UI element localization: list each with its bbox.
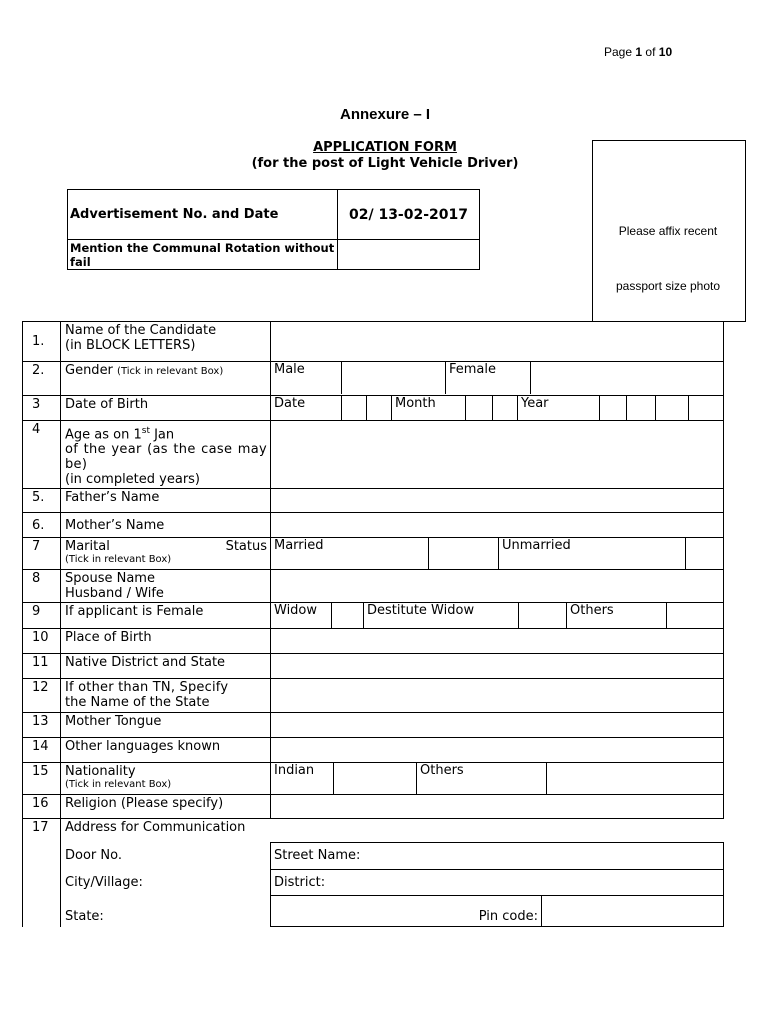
table-row — [23, 819, 724, 843]
year-digit-box[interactable] — [689, 396, 724, 420]
mother-name-field[interactable] — [271, 513, 724, 538]
form-title: APPLICATION FORM — [313, 140, 457, 155]
photo-instruction-1: Please affix recent — [618, 224, 718, 238]
dob-label: Date of Birth — [61, 396, 271, 421]
native-district-field[interactable] — [271, 654, 724, 679]
row-number: 1. — [23, 322, 61, 362]
option-married: Married — [274, 538, 324, 554]
widow-tick-box[interactable] — [332, 603, 364, 628]
advertisement-table — [67, 189, 480, 270]
superscript: st — [141, 426, 150, 436]
communal-rotation-field[interactable] — [338, 240, 480, 270]
label-line: the Name of the State — [65, 695, 210, 711]
table-row — [23, 421, 724, 489]
door-no-label: Door No. — [61, 843, 271, 870]
dob-fields — [271, 396, 724, 421]
label-text: Status — [225, 539, 267, 555]
nationality-options — [271, 763, 724, 795]
mother-name-label: Mother’s Name — [61, 513, 271, 538]
row-number: 5. — [23, 489, 61, 513]
table-row — [23, 679, 724, 713]
state-pin-fields — [271, 896, 724, 927]
district-field[interactable] — [271, 870, 724, 896]
table-row — [23, 513, 724, 538]
spouse-name-field[interactable] — [271, 570, 724, 603]
row-number: 8 — [23, 570, 61, 603]
table-row — [23, 763, 724, 795]
option-indian: Indian — [274, 763, 315, 779]
row-number: 12 — [23, 679, 61, 713]
row-number: 7 — [23, 538, 61, 570]
date-digit-box[interactable] — [342, 396, 367, 420]
table-row — [23, 629, 724, 654]
address-label: Address for Communication — [61, 819, 724, 843]
row-number: 13 — [23, 713, 61, 738]
date-label: Date — [274, 396, 306, 411]
year-label: Year — [518, 396, 600, 420]
marital-status-label — [61, 538, 271, 570]
other-languages-label: Other languages known — [61, 738, 271, 763]
advertisement-label: Advertisement No. and Date — [68, 190, 338, 240]
female-applicant-label: If applicant is Female — [61, 603, 271, 629]
month-label: Month — [392, 396, 466, 420]
communal-rotation-label: Mention the Communal Rotation without fail — [68, 240, 338, 270]
option-others: Others — [567, 603, 667, 628]
option-destitute-widow: Destitute Widow — [364, 603, 519, 628]
mother-tongue-label: Mother Tongue — [61, 713, 271, 738]
label-line: Nationality — [65, 764, 136, 780]
state-label: State: — [61, 896, 271, 927]
label-text: Gender — [65, 363, 113, 378]
age-label — [61, 421, 271, 489]
row-number: 15 — [23, 763, 61, 795]
label-line: (in BLOCK LETTERS) — [65, 338, 196, 353]
page-current: 1 — [635, 45, 643, 59]
mother-tongue-field[interactable] — [271, 713, 724, 738]
district-label: District: — [274, 875, 326, 891]
married-tick-box[interactable] — [429, 538, 499, 569]
month-digit-box[interactable] — [466, 396, 493, 420]
row-number: 14 — [23, 738, 61, 763]
age-field[interactable] — [271, 421, 724, 489]
male-tick-box[interactable] — [342, 362, 446, 394]
marital-status-options — [271, 538, 724, 570]
nationality-label — [61, 763, 271, 795]
row-number: 10 — [23, 629, 61, 654]
street-name-label: Street Name: — [274, 848, 361, 864]
table-row — [23, 570, 724, 603]
table-row — [23, 603, 724, 629]
city-village-label: City/Village: — [61, 870, 271, 896]
table-row — [23, 795, 724, 819]
form-subtitle: (for the post of Light Vehicle Driver) — [251, 156, 519, 171]
application-form-table — [22, 321, 724, 927]
label-line: Spouse Name — [65, 571, 155, 587]
place-of-birth-field[interactable] — [271, 629, 724, 654]
year-digit-box[interactable] — [627, 396, 656, 420]
table-row — [23, 362, 724, 396]
month-digit-box[interactable] — [493, 396, 518, 420]
pin-code-label: Pin code: — [478, 909, 538, 925]
table-row — [23, 843, 724, 870]
table-row — [23, 322, 724, 362]
row-number: 3 — [23, 396, 61, 421]
annexure-heading: Annexure – I — [339, 106, 431, 123]
table-row — [23, 713, 724, 738]
option-male: Male — [274, 362, 305, 377]
label-line: Name of the Candidate — [65, 323, 217, 338]
label-line: Husband / Wife — [65, 586, 164, 602]
advertisement-value: 02/ 13-02-2017 — [338, 190, 480, 240]
table-row — [23, 654, 724, 679]
page-number — [604, 45, 672, 59]
page-of: of — [645, 45, 656, 59]
destitute-widow-tick-box[interactable] — [519, 603, 567, 628]
place-of-birth-label: Place of Birth — [61, 629, 271, 654]
others-tick-box[interactable] — [667, 603, 724, 628]
other-languages-field[interactable] — [271, 738, 724, 763]
father-name-label: Father’s Name — [61, 489, 271, 513]
table-row — [23, 396, 724, 421]
photo-instruction-2: passport size photo — [615, 279, 721, 293]
tick-hint: (Tick in relevant Box) — [65, 554, 172, 566]
unmarried-tick-box[interactable] — [686, 538, 724, 569]
page-label: Page — [604, 45, 633, 59]
gender-options — [271, 362, 724, 396]
label-line: of the year (as the case may be) — [65, 442, 267, 473]
candidate-name-field[interactable] — [271, 322, 724, 362]
religion-field[interactable] — [271, 795, 724, 819]
table-row — [23, 538, 724, 570]
other-state-field[interactable] — [271, 679, 724, 713]
row-number: 16 — [23, 795, 61, 819]
row-number: 2. — [23, 362, 61, 396]
father-name-field[interactable] — [271, 489, 724, 513]
year-digit-box[interactable] — [600, 396, 627, 420]
label-line: If other than TN, Specify — [65, 680, 229, 696]
religion-label: Religion (Please specify) — [61, 795, 271, 819]
tick-hint: (Tick in relevant Box) — [117, 366, 224, 377]
option-widow: Widow — [274, 603, 318, 619]
row-number: 9 — [23, 603, 61, 629]
year-digit-box[interactable] — [656, 396, 689, 420]
candidate-name-label — [61, 322, 271, 362]
row-number: 4 — [23, 421, 61, 489]
tick-hint: (Tick in relevant Box) — [65, 779, 172, 791]
pin-code-field[interactable] — [542, 896, 724, 926]
street-name-field[interactable] — [271, 843, 724, 870]
other-state-label — [61, 679, 271, 713]
row-number: 11 — [23, 654, 61, 679]
row-number: 6. — [23, 513, 61, 538]
page-total: 10 — [658, 45, 673, 59]
others-tick-box[interactable] — [547, 763, 724, 794]
option-unmarried: Unmarried — [499, 538, 686, 569]
option-others: Others — [417, 763, 547, 794]
label-text: Age as on 1 — [65, 427, 142, 443]
table-row — [23, 738, 724, 763]
native-district-label: Native District and State — [61, 654, 271, 679]
table-row — [23, 489, 724, 513]
date-digit-box[interactable] — [367, 396, 392, 420]
indian-tick-box[interactable] — [334, 763, 417, 794]
gender-label — [61, 362, 271, 396]
female-applicant-options — [271, 603, 724, 629]
label-text: Jan — [149, 427, 175, 443]
female-tick-box[interactable] — [531, 362, 724, 394]
label-line: (in completed years) — [65, 472, 201, 488]
spouse-name-label — [61, 570, 271, 603]
label-text: Marital — [65, 539, 110, 555]
option-female: Female — [446, 362, 531, 394]
row-number: 17 — [23, 819, 61, 927]
table-row — [23, 896, 724, 927]
table-row — [23, 870, 724, 896]
